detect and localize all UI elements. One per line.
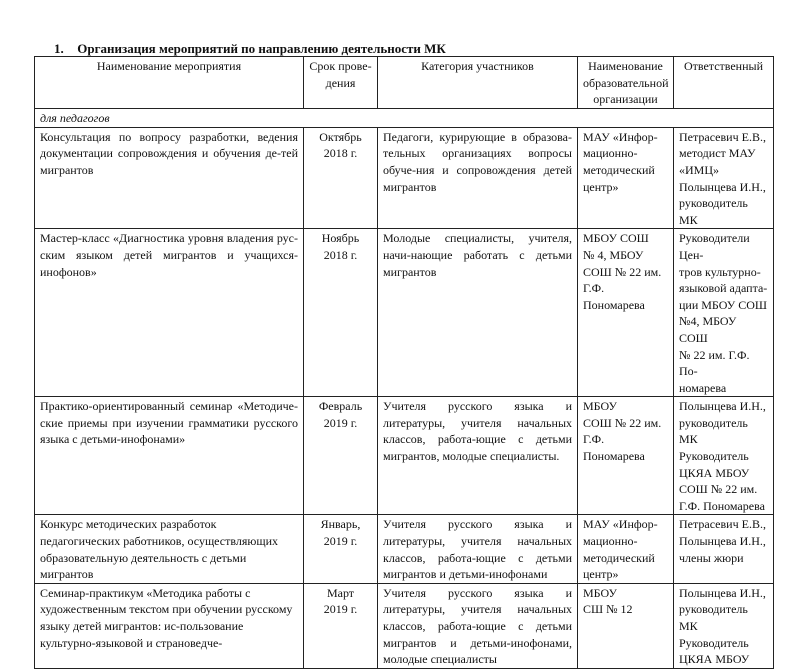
- date-year: 2019 г.: [323, 534, 358, 549]
- organization-line: центр»: [583, 567, 619, 582]
- responsible-line: языковой адапта-: [679, 281, 768, 296]
- responsible-line: СОШ № 22 им.: [679, 482, 758, 497]
- organization-cell: [578, 583, 674, 668]
- date-cell: [304, 229, 378, 397]
- participants-cell: Учителя русского языка и литературы, учителя начальных классов, работа-ющие с детьми мигрантов и детьми-инофонами: [378, 515, 578, 583]
- column-header-participants: Категория участников: [378, 57, 578, 109]
- table-row: [35, 229, 774, 397]
- date-year: 2018 г.: [323, 146, 358, 161]
- organization-line: методический: [583, 162, 655, 177]
- date-month: Январь,: [320, 517, 361, 532]
- event-cell: Практико-ориентированный семинар «Методиче-ские приемы при изучении грамматики русского языка с детьми-инофонами»: [35, 397, 304, 515]
- section-row: [35, 108, 774, 127]
- responsible-line: Петрасевич Е.В.,: [679, 517, 766, 532]
- organization-line: МБОУ: [583, 585, 617, 600]
- organization-line: СОШ № 22 им.: [583, 264, 662, 279]
- responsible-line: Руководитель: [679, 449, 749, 464]
- responsible-line: ции МБОУ СОШ: [679, 297, 768, 312]
- responsible-line: Полынцева И.Н.,: [679, 399, 766, 414]
- date-cell: [304, 583, 378, 668]
- organization-line: СШ № 12: [583, 602, 633, 617]
- responsible-line: руководитель МК: [679, 602, 748, 633]
- responsible-line: руководитель МК: [679, 415, 748, 447]
- responsible-line: ЦКЯА МБОУ: [679, 652, 750, 667]
- date-year: 2019 г.: [323, 415, 358, 430]
- table-row: [35, 127, 774, 229]
- responsible-line: Г.Ф. Пономарева: [679, 498, 765, 513]
- section-number: 1.: [54, 41, 64, 56]
- organization-cell: [578, 229, 674, 397]
- column-header-organization: Наименование образовательной организации: [578, 57, 674, 109]
- organization-cell: [578, 397, 674, 515]
- organization-line: МБОУ: [583, 399, 617, 414]
- organization-line: МБОУ СОШ: [583, 231, 649, 246]
- column-header-event: Наименование мероприятия: [35, 57, 304, 109]
- responsible-cell: [674, 229, 774, 397]
- responsible-cell: [674, 397, 774, 515]
- responsible-line: руководитель МК: [679, 196, 748, 227]
- table-row: [35, 515, 774, 583]
- table-row: [35, 583, 774, 668]
- date-cell: [304, 397, 378, 515]
- responsible-line: «ИМЦ»: [679, 162, 720, 177]
- section-title: Организация мероприятий по направлению деятельности МК: [77, 41, 446, 56]
- section-heading: [54, 41, 446, 57]
- responsible-line: тров культурно-: [679, 264, 761, 279]
- responsible-line: № 22 им. Г.Ф. По-: [679, 347, 750, 379]
- participants-cell: Учителя русского языка и литературы, учителя начальных классов, работа-ющие с детьми мигрантов, молодые специалисты.: [378, 397, 578, 515]
- responsible-line: Полынцева И.Н.,: [679, 585, 766, 600]
- responsible-cell: [674, 515, 774, 583]
- responsible-line: Полынцева И.Н.,: [679, 179, 766, 194]
- event-cell: Консультация по вопросу разработки, ведения документации сопровождения и обучения де-тей мигрантов: [35, 127, 304, 229]
- event-cell: Конкурс методических разработок педагогических работников, осуществляющих образовательную деятельность с детьми мигрантов: [35, 515, 304, 583]
- date-month: Март: [326, 585, 355, 600]
- date-year: 2018 г.: [323, 247, 358, 262]
- organization-line: МАУ «Инфор-: [583, 517, 658, 532]
- date-month: Ноябрь: [321, 231, 360, 246]
- participants-cell: Педагоги, курирующие в образова-тельных организациях вопросы обуче-ния и сопровождения детей мигрантов: [378, 127, 578, 229]
- organization-cell: [578, 127, 674, 229]
- column-header-responsible: Ответственный: [674, 57, 774, 109]
- event-cell: Мастер-класс «Диагностика уровня владения рус-ским языком детей мигрантов и учащихся-инофонов»: [35, 229, 304, 397]
- column-header-date: Срок прове-дения: [304, 57, 378, 109]
- date-cell: [304, 515, 378, 583]
- organization-line: мационно-: [583, 146, 638, 161]
- table-row: [35, 397, 774, 515]
- responsible-cell: [674, 127, 774, 229]
- organization-line: СОШ № 22 им.: [583, 415, 662, 430]
- responsible-cell: [674, 583, 774, 668]
- responsible-line: Петрасевич Е.В.,: [679, 129, 766, 144]
- responsible-line: методист МАУ: [679, 146, 756, 161]
- organization-line: мационно-: [583, 534, 638, 549]
- events-table: [34, 56, 774, 669]
- responsible-line: Полынцева И.Н.,: [679, 534, 766, 549]
- organization-line: Г.Ф. Пономарева: [583, 432, 645, 464]
- responsible-line: номарева: [679, 380, 727, 395]
- responsible-line: Руководители Цен-: [679, 231, 750, 262]
- organization-line: Г.Ф. Пономарева: [583, 281, 645, 312]
- organization-line: центр»: [583, 179, 619, 194]
- table-header-row: [35, 57, 774, 109]
- responsible-line: ЦКЯА МБОУ: [679, 465, 750, 480]
- participants-cell: Учителя русского языка и литературы, учителя начальных классов, работа-ющие с детьми мигрантов и детьми-инофонами, молодые специалисты: [378, 583, 578, 668]
- participants-cell: Молодые специалисты, учителя, начи-нающие работать с детьми мигрантов: [378, 229, 578, 397]
- date-month: Февраль: [318, 399, 363, 414]
- organization-line: № 4, МБОУ: [583, 247, 644, 262]
- date-year: 2019 г.: [323, 602, 358, 617]
- section-label: для педагогов: [35, 108, 774, 127]
- responsible-line: члены жюри: [679, 550, 744, 565]
- date-cell: [304, 127, 378, 229]
- organization-cell: [578, 515, 674, 583]
- organization-line: МАУ «Инфор-: [583, 129, 658, 144]
- date-month: Октябрь: [319, 129, 362, 144]
- responsible-line: Руководитель: [679, 635, 749, 650]
- responsible-line: №4, МБОУ СОШ: [679, 314, 737, 345]
- organization-line: методический: [583, 550, 655, 565]
- event-cell: Семинар-практикум «Методика работы с художественным текстом при обучении русскому языку детей мигрантов: ис-пользование культурно-языковой и страноведче-: [35, 583, 304, 668]
